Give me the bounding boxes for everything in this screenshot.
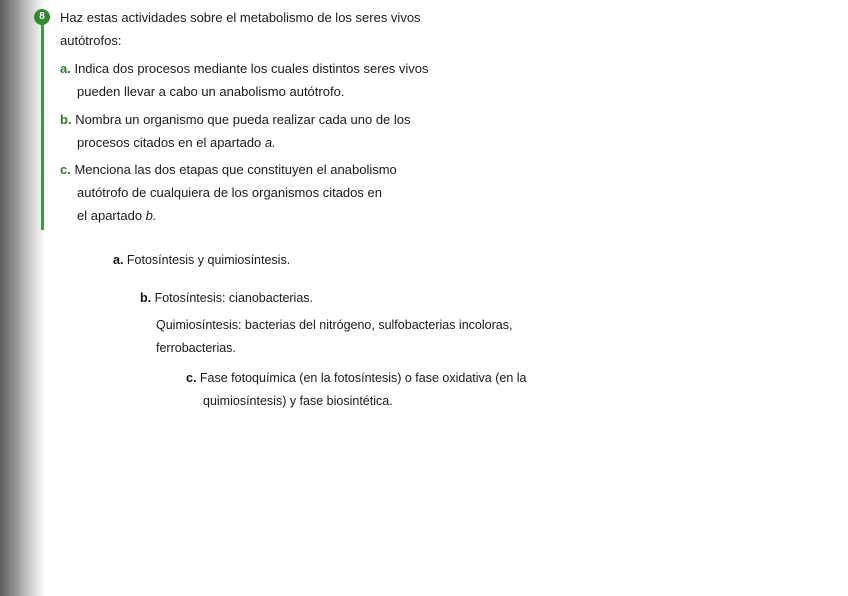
answer-a-text: Fotosíntesis y quimiosíntesis.	[126, 253, 291, 267]
item-c-line2: autótrofo de cualquiera de los organismos citados en	[77, 185, 382, 200]
answer-b	[140, 286, 313, 310]
item-b-line2	[77, 131, 276, 154]
item-a-text: Indica dos procesos mediante los cuales distintos seres vivos	[74, 61, 429, 76]
page-edge-shadow	[0, 0, 46, 596]
answer-c	[186, 366, 526, 390]
item-b-text: Nombra un organismo que pueda realizar cada uno de los	[75, 112, 411, 127]
answer-c-label: c.	[186, 371, 197, 385]
item-c-text: Menciona las dos etapas que constituyen el anabolismo	[74, 162, 397, 177]
answer-a	[113, 248, 290, 272]
item-a-line1	[60, 57, 429, 80]
item-b-line1	[60, 108, 411, 131]
exercise-intro-line2: autótrofos:	[60, 33, 122, 48]
item-a-label: a.	[60, 61, 71, 76]
answer-b-line3: ferrobacterias.	[156, 341, 236, 355]
item-c-line1	[60, 158, 397, 181]
answer-c-line2: quimiosíntesis) y fase biosintética.	[203, 394, 393, 408]
item-b-label: b.	[60, 112, 72, 127]
item-c-line3-text: el apartado	[77, 208, 146, 223]
item-b-line2-text: procesos citados en el apartado	[77, 135, 265, 150]
answer-b-label: b.	[140, 291, 152, 305]
answer-c-text: Fase fotoquímica (en la fotosíntesis) o fase oxidativa (en la	[199, 371, 527, 385]
exercise-intro-line1: Haz estas actividades sobre el metabolismo de los seres vivos	[60, 10, 421, 25]
exercise-number-badge: 8	[34, 9, 50, 25]
item-c-label: c.	[60, 162, 71, 177]
exercise-side-bar	[41, 12, 44, 230]
item-b-ref: a.	[264, 135, 276, 150]
item-a-line2: pueden llevar a cabo un anabolismo autótrofo.	[77, 84, 345, 99]
item-c-line3	[77, 204, 157, 227]
answer-b-line2: Quimiosíntesis: bacterias del nitrógeno, sulfobacterias incoloras,	[156, 318, 513, 332]
answer-b-text: Fotosíntesis: cianobacterias.	[154, 291, 314, 305]
item-c-ref: b.	[145, 208, 157, 223]
answer-a-label: a.	[113, 253, 124, 267]
